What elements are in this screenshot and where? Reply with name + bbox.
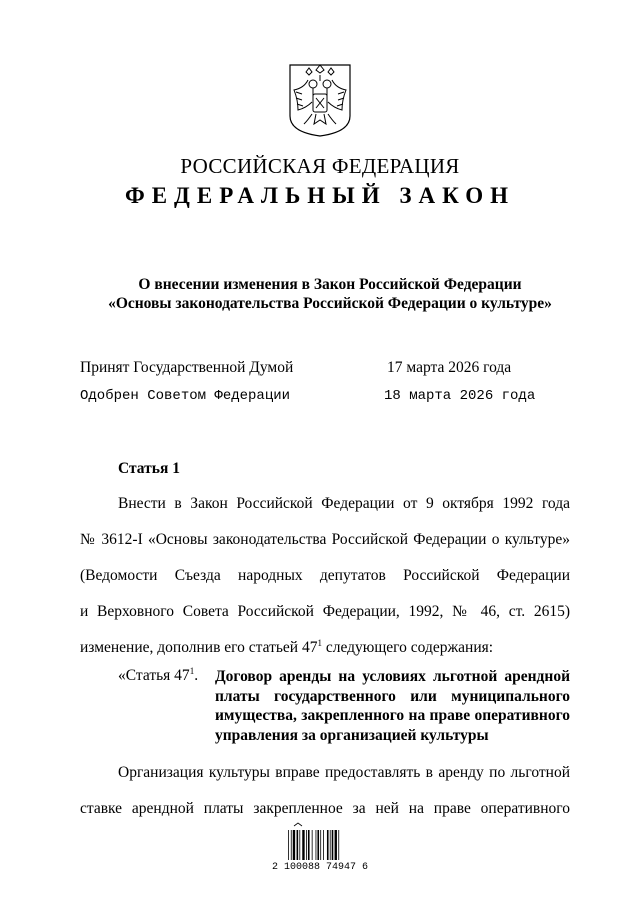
paragraph-line: (Ведомости Съезда народных депутатов Российской Федерации	[80, 567, 570, 584]
paragraph-line	[80, 630, 570, 666]
law-type-heading: ФЕДЕРАЛЬНЫЙ ЗАКОН	[124, 183, 516, 208]
quoted-article-number	[118, 667, 198, 685]
law-title-line-1: О внесении изменения в Закон Российской Федерации	[138, 276, 522, 293]
article-heading: Статья 1	[118, 460, 180, 477]
quoted-title-line: имущества, закрепленного на праве оперативного	[215, 707, 570, 724]
quoted-title-line: управления за организацией культуры	[215, 726, 489, 744]
quoted-article-title	[215, 667, 570, 745]
superscript: 1	[189, 666, 195, 676]
coat-of-arms-icon	[286, 62, 354, 138]
council-approval-date: 18 марта 2026 года	[384, 388, 536, 404]
paragraph-text: следующего содержания:	[321, 639, 494, 656]
barcode-number: 2 100088 74947 6	[271, 862, 368, 873]
superscript: 1	[317, 638, 322, 648]
law-title	[80, 275, 580, 313]
paragraph-line: ставке арендной платы закрепленное за ней на праве оперативного	[80, 800, 570, 817]
paragraph-text: изменение, дополнив его статьей 47	[80, 639, 318, 656]
country-name: РОССИЙСКАЯ ФЕДЕРАЦИЯ	[180, 154, 460, 178]
quoted-title-line: Договор аренды на условиях льготной арендной	[215, 668, 570, 685]
quoted-article-dot: .	[194, 667, 199, 684]
quoted-article-prefix: «Статья 47	[118, 667, 190, 684]
paragraph-line: и Верховного Совета Российской Федерации, 1992, № 46, ст. 2615)	[80, 603, 570, 620]
paragraph-line: № 3612-I «Основы законодательства Российской Федерации о культуре»	[80, 531, 570, 548]
article-1-paragraph	[80, 486, 570, 666]
paragraph-line: Организация культуры вправе предоставлять в аренду по льготной	[118, 764, 570, 781]
quoted-article-body	[80, 755, 570, 827]
law-title-line-2: «Основы законодательства Российской Федерации о культуре»	[108, 295, 552, 312]
duma-adoption-date: 17 марта 2026 года	[387, 359, 512, 376]
council-approval-label: Одобрен Советом Федерации	[80, 388, 291, 404]
duma-adoption-label: Принят Государственной Думой	[80, 359, 294, 376]
paragraph-line: Внести в Закон Российской Федерации от 9 октября 1992 года	[118, 495, 570, 512]
quoted-title-line: платы государственного или муниципального	[215, 687, 570, 705]
